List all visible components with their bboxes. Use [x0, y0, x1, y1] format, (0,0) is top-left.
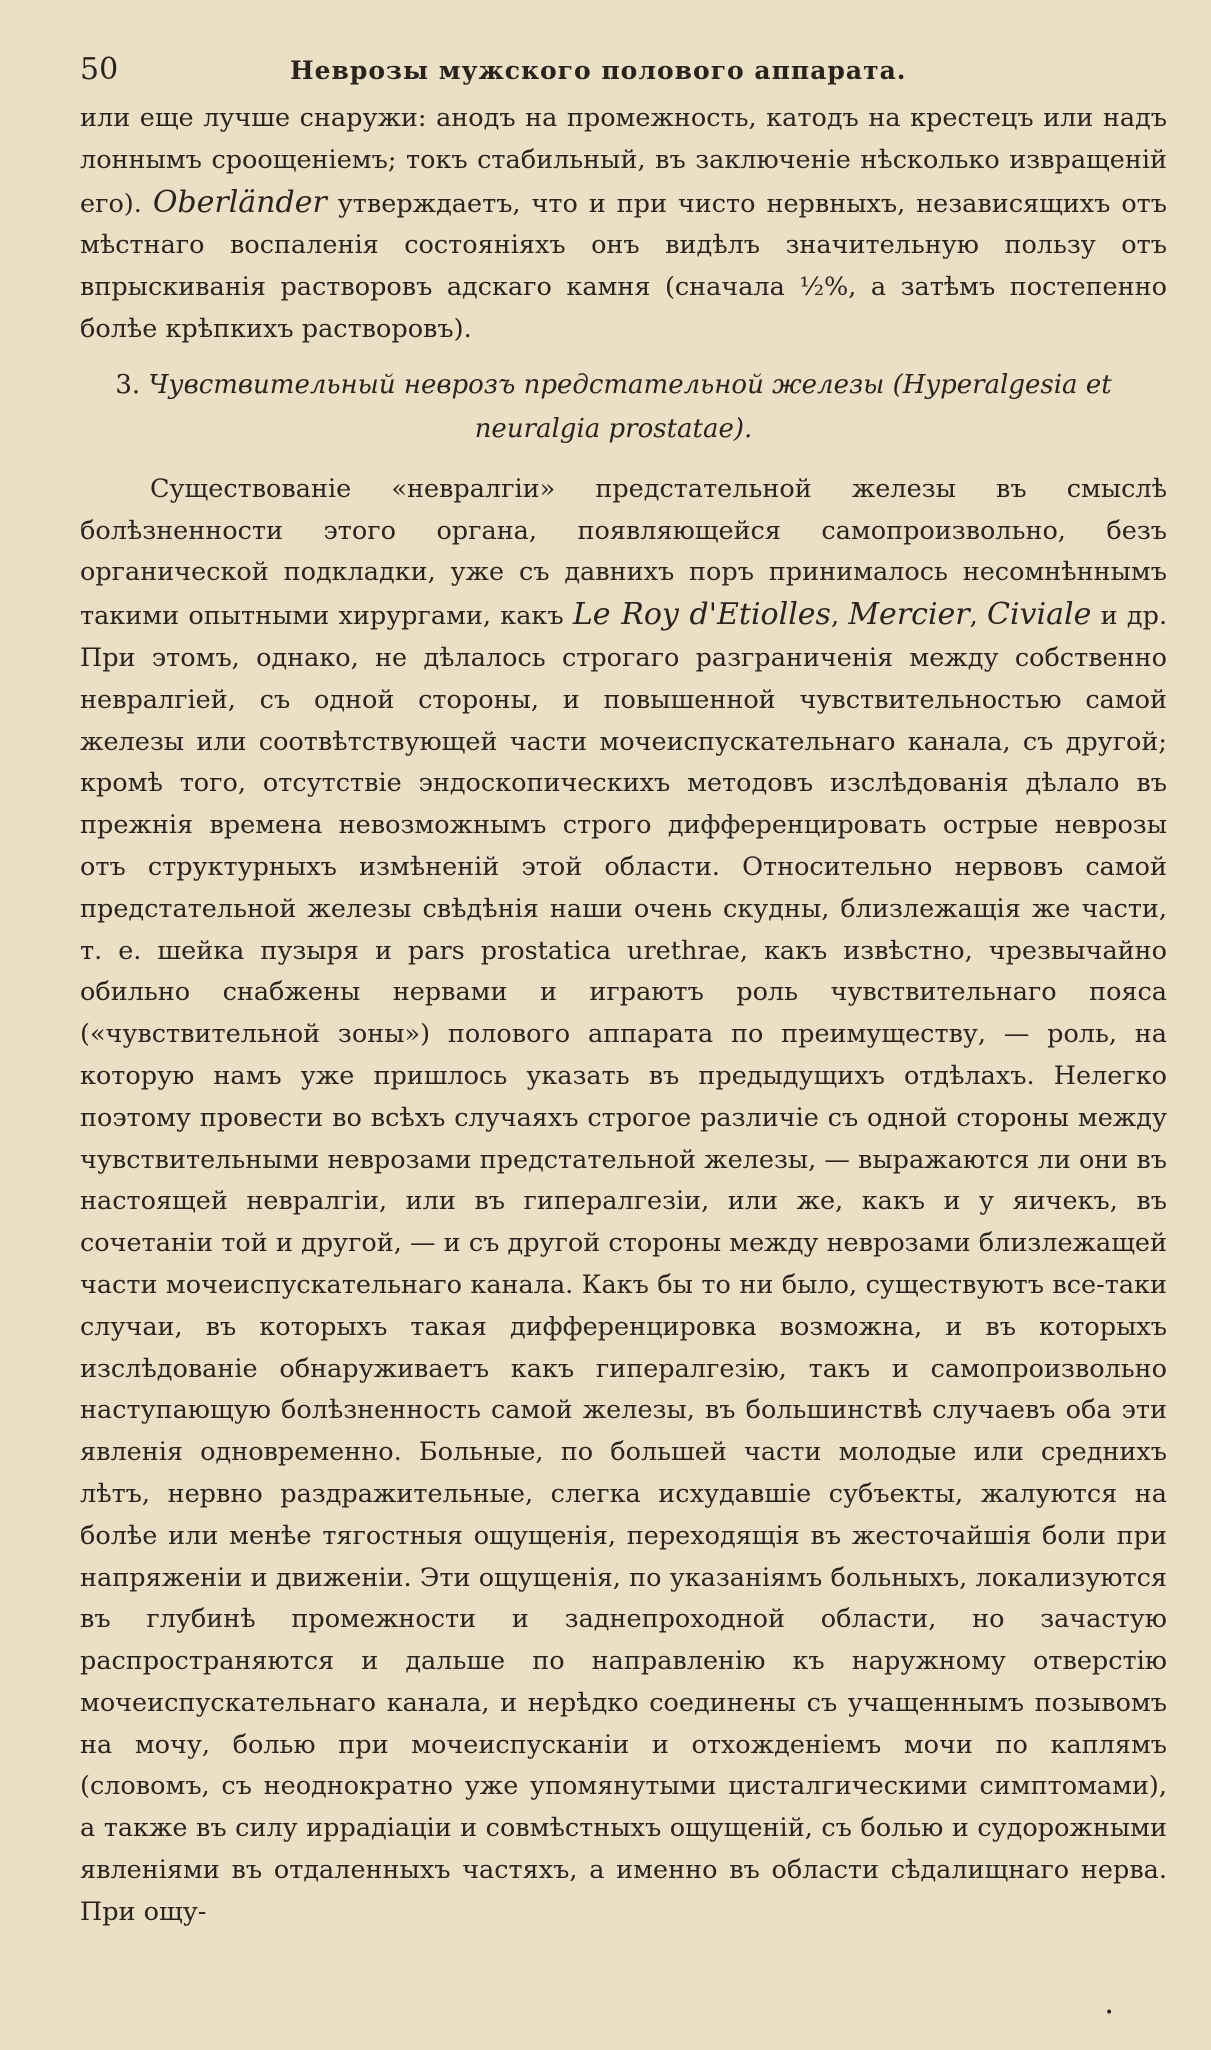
running-title: Неврозы мужского полового аппарата. — [290, 56, 907, 85]
punctuation: , — [969, 601, 978, 632]
author-name: Mercier — [848, 597, 970, 633]
section-heading — [80, 363, 1147, 451]
section-title: Чувствительный неврозъ предстательной железы (Hyperalgesia et neuralgia prostatae). — [148, 369, 1112, 444]
paragraph-text: и др. При этомъ, однако, не дѣлалось строгаго разграниченія между собственно невралгіей, съ одной стороны, и повышенной чувствительностью самой железы или соотвѣтствующей части мочеиспускательнаго канала, съ другой; кромѣ того, отсутствіе эндоскопическихъ методовъ изслѣдованія дѣлало въ прежнія времена невозможнымъ строго дифференцировать острые неврозы отъ структурныхъ измѣненій этой области. Относительно нервовъ самой предстательной железы свѣдѣнія наши очень скудны, близлежащія же части, т. е. шейка пузыря и pars prostatica urethrae, какъ извѣстно, чрезвычайно обильно снабжены нервами и играютъ роль чувствительнаго пояса («чувствительной зоны») полового аппарата по преимуществу, — роль, на которую намъ уже пришлось указать въ предыдущихъ отдѣлахъ. Нелегко поэтому провести во всѣхъ случаяхъ строгое различіе съ одной стороны между чувствительными неврозами предстательной железы, — выражаются ли они въ настоящей невралгіи, или въ гипералгезіи, или же, какъ и у яичекъ, въ сочетаніи той и другой, — и съ другой стороны между неврозами близлежащей части мочеиспускательнаго канала. Какъ бы то ни было, существуютъ все-таки случаи, въ которыхъ такая дифференцировка возможна, и въ которыхъ изслѣдованіе обнаруживаетъ какъ гипералгезію, такъ и самопроизвольно наступающую болѣзненность самой железы, въ большинствѣ случаевъ оба эти явленія одновременно. Больные, по большей части молодые или среднихъ лѣтъ, нервно раздражительные, слегка исхудавшіе субъекты, жалуются на болѣе или менѣе тягостныя ощущенія, переходящія въ жесточайшія боли при напряженіи и движеніи. Эти ощущенія, по указаніямъ больныхъ, локализуются въ глубинѣ промежности и заднепроходной области, но зачастую распространяются и дальше по направленію къ наружному отверстію мочеиспускательнаго канала, и нерѣдко соединены съ учащеннымъ позывомъ на мочу, болью при мочеиспусканіи и отхожденіемъ мочи по каплямъ (словомъ, съ неоднократно уже упомянутыми цисталгическими симптомами), а также въ силу иррадіаціи и совмѣстныхъ ощущеній, съ болью и судорожными явленіями въ отдаленныхъ частяхъ, а именно въ области сѣдалищнаго нерва. При ощу- — [80, 601, 1168, 1927]
page-number: 50 — [80, 52, 119, 87]
paragraph-continued — [80, 98, 1167, 351]
author-name: Civiale — [987, 597, 1092, 633]
footer-ornament: • — [1105, 2005, 1114, 2021]
paragraph-text: или еще лучше снаружи: анодъ на промежность, катодъ на крестецъ или надъ лоннымъ сроощеніемъ; токъ стабильный, въ заключеніе нѣсколько извращеній его). — [80, 103, 1167, 219]
page-header — [80, 52, 1167, 98]
page-body — [80, 98, 1167, 1934]
section-number: 3. — [115, 369, 141, 400]
author-name: Le Roy d'Etiolles — [572, 597, 831, 633]
punctuation: , — [830, 601, 840, 632]
paragraph-text: утверждаетъ, что и при чисто нервныхъ, независящихъ отъ мѣстнаго воспаленія состояніяхъ онъ видѣлъ значительную пользу отъ впрыскиванія растворовъ адскаго камня (сначала ½%, а затѣмъ постепенно болѣе крѣпкихъ растворовъ). — [80, 188, 1168, 344]
paragraph-text: Существованіе «невралгіи» предстательной железы въ смыслѣ болѣзненности этого органа, появляющейся самопроизвольно, безъ органической подкладки, уже съ давнихъ поръ принималось несомнѣннымъ такими опытными хирургами, какъ — [80, 473, 1167, 632]
author-name: Oberländer — [152, 184, 327, 220]
paragraph — [80, 469, 1167, 1934]
